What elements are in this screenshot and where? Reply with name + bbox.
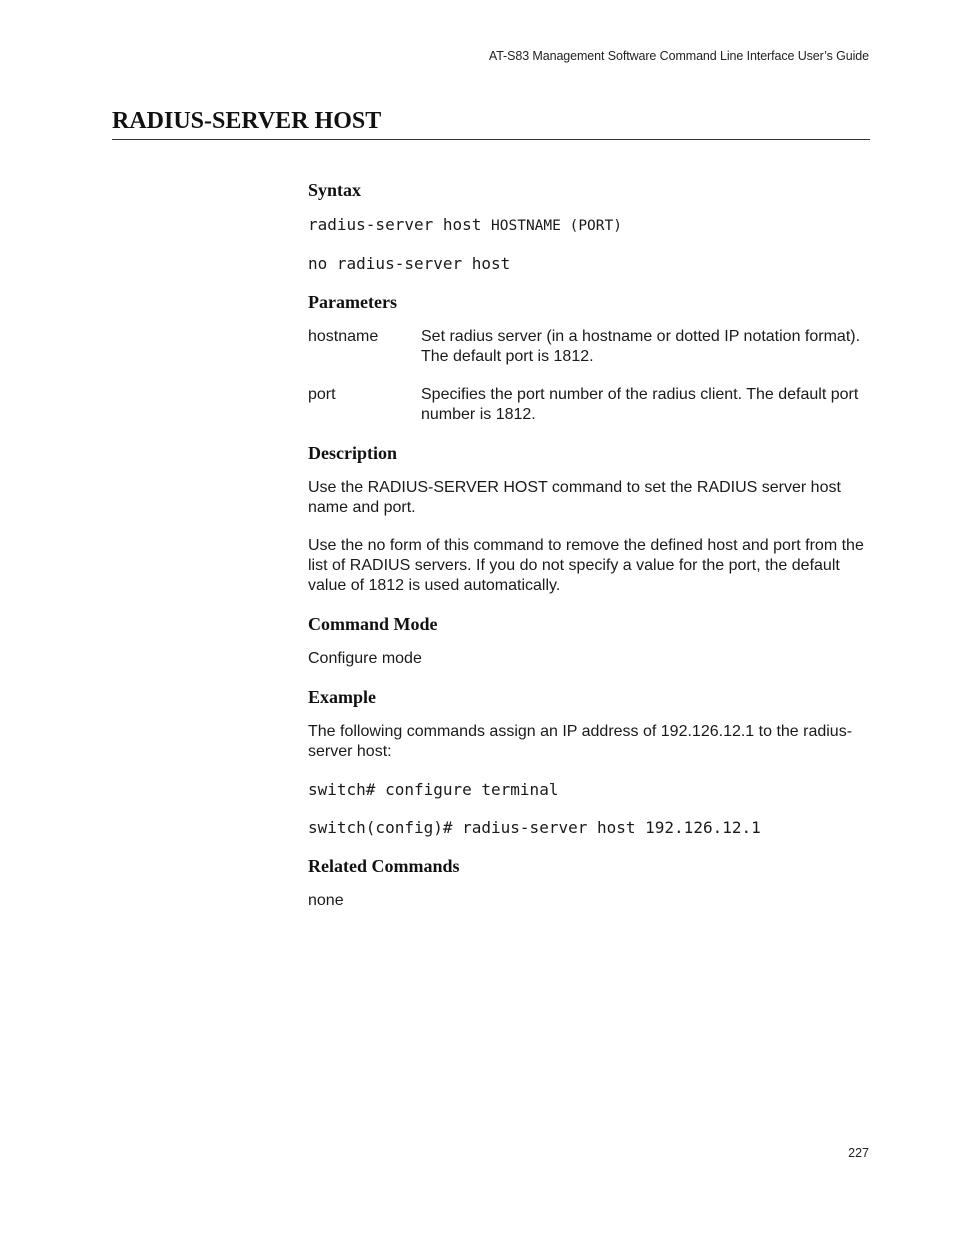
related-commands-text: none: [308, 892, 344, 909]
description-paragraph: Use the no form of this command to remove the defined host and port from the list of RADIUS servers. If you do not specify a value for the port, the default value of 1812 is used automatically.: [308, 537, 864, 594]
syntax-heading: Syntax: [308, 180, 362, 200]
command-mode-heading: Command Mode: [308, 614, 438, 634]
running-header: AT-S83 Management Software Command Line Interface User’s Guide: [488, 49, 869, 63]
related-commands-heading: Related Commands: [308, 856, 460, 876]
syntax-line: [308, 215, 873, 236]
parameter-name: hostname: [308, 328, 379, 345]
parameters-heading: Parameters: [308, 292, 397, 312]
title-rule: [112, 139, 870, 140]
parameter-row: [308, 327, 873, 367]
syntax-command: radius-server host: [308, 215, 492, 234]
example-intro: The following commands assign an IP address of 192.126.12.1 to the radius-server host:: [308, 723, 853, 760]
main-content: [308, 180, 873, 929]
parameter-description: Set radius server (in a hostname or dotted IP notation format). The default port is 1812.: [421, 328, 861, 365]
parameter-row: [308, 385, 873, 425]
parameter-description: Specifies the port number of the radius client. The default port number is 1812.: [421, 386, 859, 423]
description-paragraph: Use the RADIUS-SERVER HOST command to set the RADIUS server host name and port.: [308, 479, 841, 516]
page-title: RADIUS-SERVER HOST: [112, 108, 382, 134]
parameter-name: port: [308, 386, 336, 403]
example-command: switch# configure terminal: [308, 780, 559, 799]
example-heading: Example: [308, 687, 377, 707]
syntax-no-form: no radius-server host: [308, 254, 511, 273]
page-number: 227: [848, 1146, 869, 1160]
description-heading: Description: [308, 443, 397, 463]
command-mode-text: Configure mode: [308, 650, 422, 667]
example-command: switch(config)# radius-server host 192.126.12.1: [308, 818, 761, 837]
syntax-arguments: HOSTNAME (PORT): [491, 218, 622, 234]
